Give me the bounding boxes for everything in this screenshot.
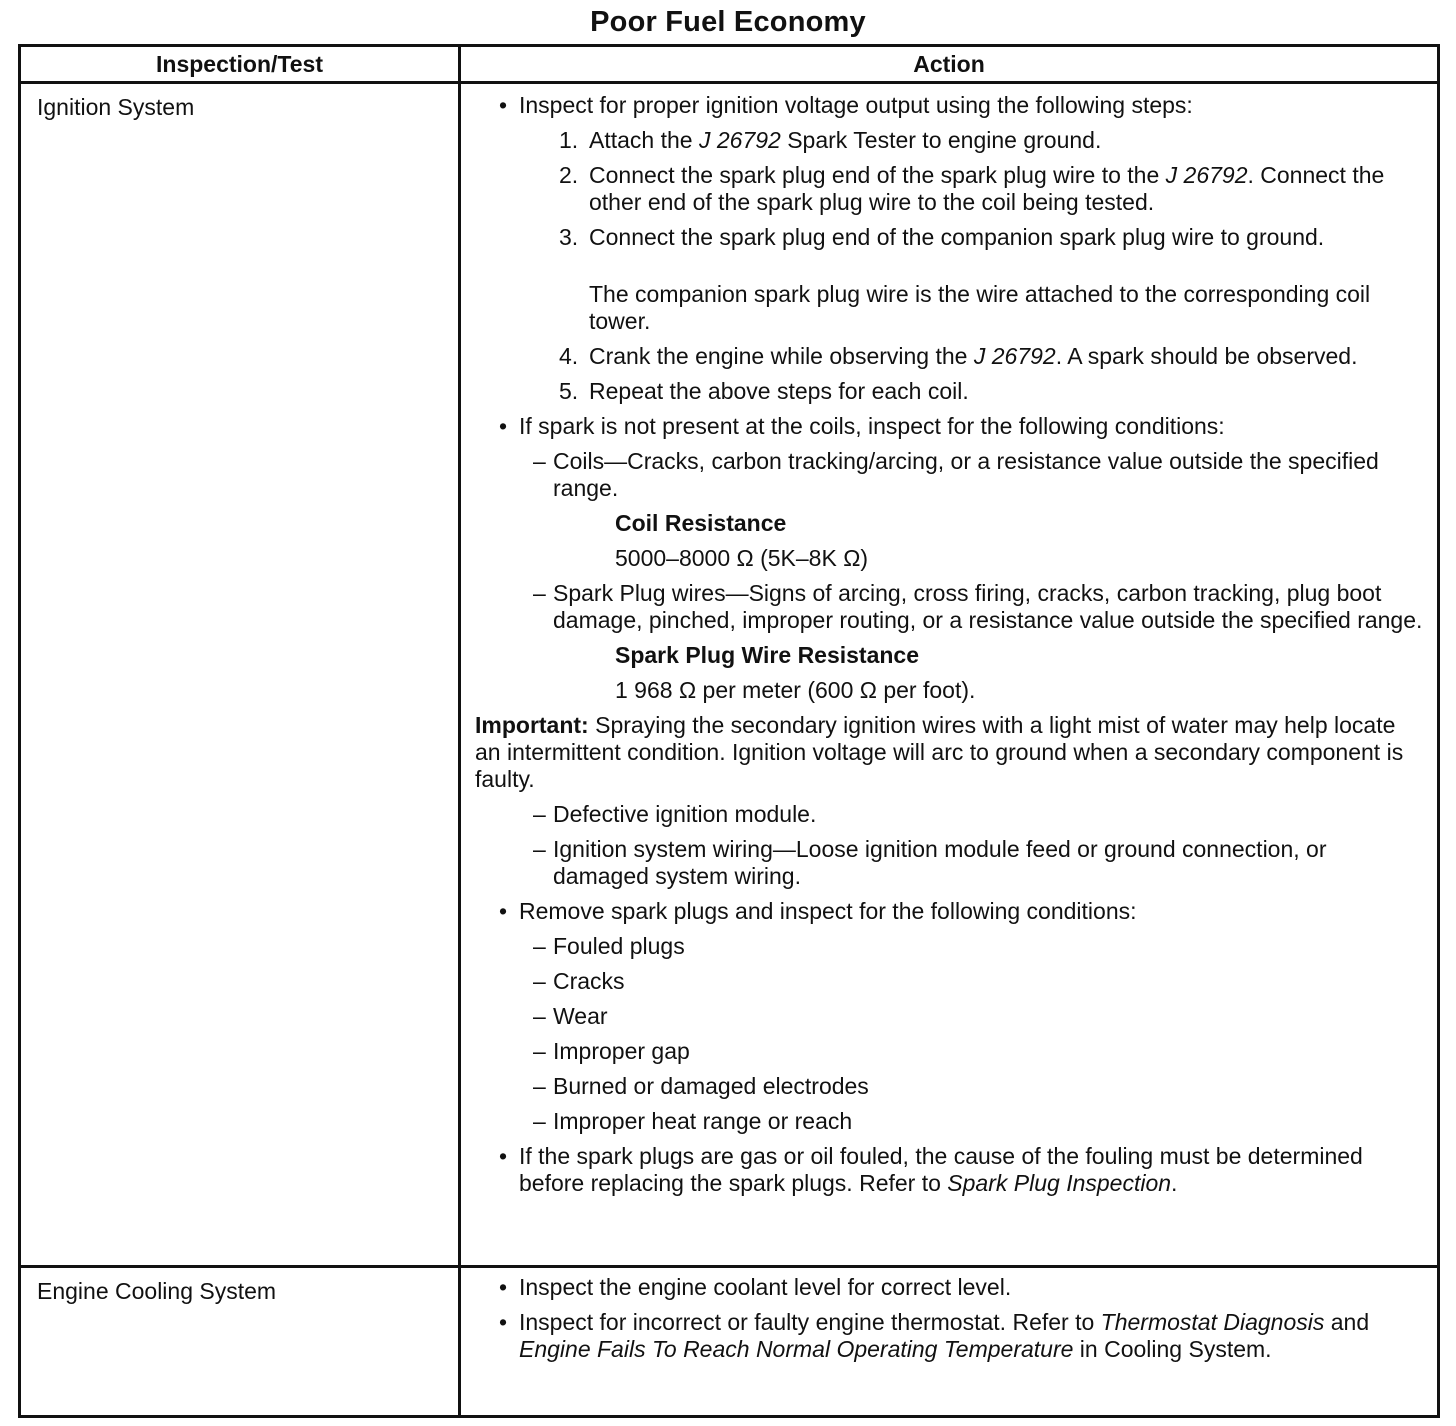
tool-reference: J 26792: [973, 343, 1056, 369]
step-text: Connect the spark plug end of the companion spark plug wire to ground.: [589, 224, 1325, 250]
plug-condition-item: – Improper heat range or reach: [473, 1108, 1425, 1135]
condition-item-coils: – Coils—Cracks, carbon tracking/arcing, or a resistance value outside the specified range.: [473, 448, 1425, 502]
condition-item: – Defective ignition module.: [473, 801, 1425, 828]
plug-condition-item: – Cracks: [473, 968, 1425, 995]
step-number: 4.: [559, 343, 579, 369]
diagnosis-table: [18, 44, 1440, 1418]
bullet-item: [473, 1143, 1425, 1197]
step-item: [473, 127, 1425, 154]
plug-condition-item: – Burned or damaged electrodes: [473, 1073, 1425, 1100]
step-number: 5.: [559, 378, 579, 404]
condition-item: – Ignition system wiring—Loose ignition module feed or ground connection, or damaged system wiring.: [473, 836, 1425, 890]
spec-value-coil-resistance: 5000–8000 Ω (5K–8K Ω): [615, 545, 869, 571]
test-cell-ignition-system: Ignition System: [20, 83, 460, 1267]
important-label: Important:: [475, 712, 589, 738]
plug-condition-item: – Improper gap: [473, 1038, 1425, 1065]
step-text: Attach the: [589, 127, 699, 153]
spec-label-wire-resistance: Spark Plug Wire Resistance: [615, 642, 920, 668]
bullet-item: [473, 1309, 1425, 1363]
bullet-text: Inspect for incorrect or faulty engine thermostat. Refer to: [519, 1309, 1101, 1335]
bullet-text: .: [1171, 1170, 1178, 1196]
important-note: [475, 712, 1425, 793]
cross-reference: Thermostat Diagnosis: [1100, 1309, 1325, 1335]
bullet-item: • Remove spark plugs and inspect for the following conditions:: [473, 898, 1425, 925]
column-header-inspection-test: Inspection/Test: [20, 46, 460, 83]
test-cell-engine-cooling-system: Engine Cooling System: [20, 1267, 460, 1417]
condition-item-spark-plug-wires: – Spark Plug wires—Signs of arcing, cross firing, cracks, carbon tracking, plug boot damage, pinched, improper routing, or a resistance value outside the specified range.: [473, 580, 1425, 634]
table-row-cooling: [20, 1267, 1439, 1417]
spec-label-coil-resistance: Coil Resistance: [615, 510, 787, 536]
step-number: 3.: [559, 224, 579, 250]
bullet-text: If the spark plugs are gas or oil fouled, the cause of the fouling must be determined before replacing the spark plugs. Refer to: [519, 1143, 1363, 1196]
cross-reference: Engine Fails To Reach Normal Operating Temperature: [519, 1336, 1074, 1362]
cross-reference: Spark Plug Inspection: [947, 1170, 1172, 1196]
bullet-item: • Inspect the engine coolant level for correct level.: [473, 1274, 1425, 1301]
step-note: The companion spark plug wire is the wire attached to the corresponding coil tower.: [589, 281, 1371, 334]
step-number: 1.: [559, 127, 579, 153]
bullet-text: and: [1324, 1309, 1370, 1335]
step-text: . A spark should be observed.: [1055, 343, 1358, 369]
spec-value-wire-resistance: 1 968 Ω per meter (600 Ω per foot).: [615, 677, 976, 703]
step-text: Spark Tester to engine ground.: [780, 127, 1102, 153]
step-text: Connect the spark plug end of the spark plug wire to the: [589, 162, 1166, 188]
step-text: . Connect the other end of the spark plug wire to the coil being tested.: [589, 162, 1385, 215]
column-header-action: Action: [460, 46, 1439, 83]
table-row-ignition: [20, 83, 1439, 1267]
action-cell-ignition-system: [460, 83, 1439, 1267]
bullet-item: • Inspect for proper ignition voltage output using the following steps:: [473, 92, 1425, 119]
step-text: Repeat the above steps for each coil.: [589, 378, 969, 404]
tool-reference: J 26792: [1165, 162, 1248, 188]
bullet-text: in Cooling System.: [1073, 1336, 1272, 1362]
tool-reference: J 26792: [698, 127, 781, 153]
action-cell-engine-cooling-system: [460, 1267, 1439, 1417]
page-title: Poor Fuel Economy: [590, 6, 866, 38]
step-item: [473, 162, 1425, 216]
important-text: Spraying the secondary ignition wires with a light mist of water may help locate an intermittent condition. Ignition voltage will arc to ground when a secondary component is faulty.: [475, 712, 1404, 792]
table-header-row: [20, 46, 1439, 83]
bullet-item: • If spark is not present at the coils, inspect for the following conditions:: [473, 413, 1425, 440]
step-number: 2.: [559, 162, 579, 188]
step-item: [473, 378, 1425, 405]
plug-condition-item: – Wear: [473, 1003, 1425, 1030]
step-item: [473, 224, 1425, 251]
step-text: Crank the engine while observing the: [589, 343, 974, 369]
plug-condition-item: – Fouled plugs: [473, 933, 1425, 960]
step-item: [473, 343, 1425, 370]
